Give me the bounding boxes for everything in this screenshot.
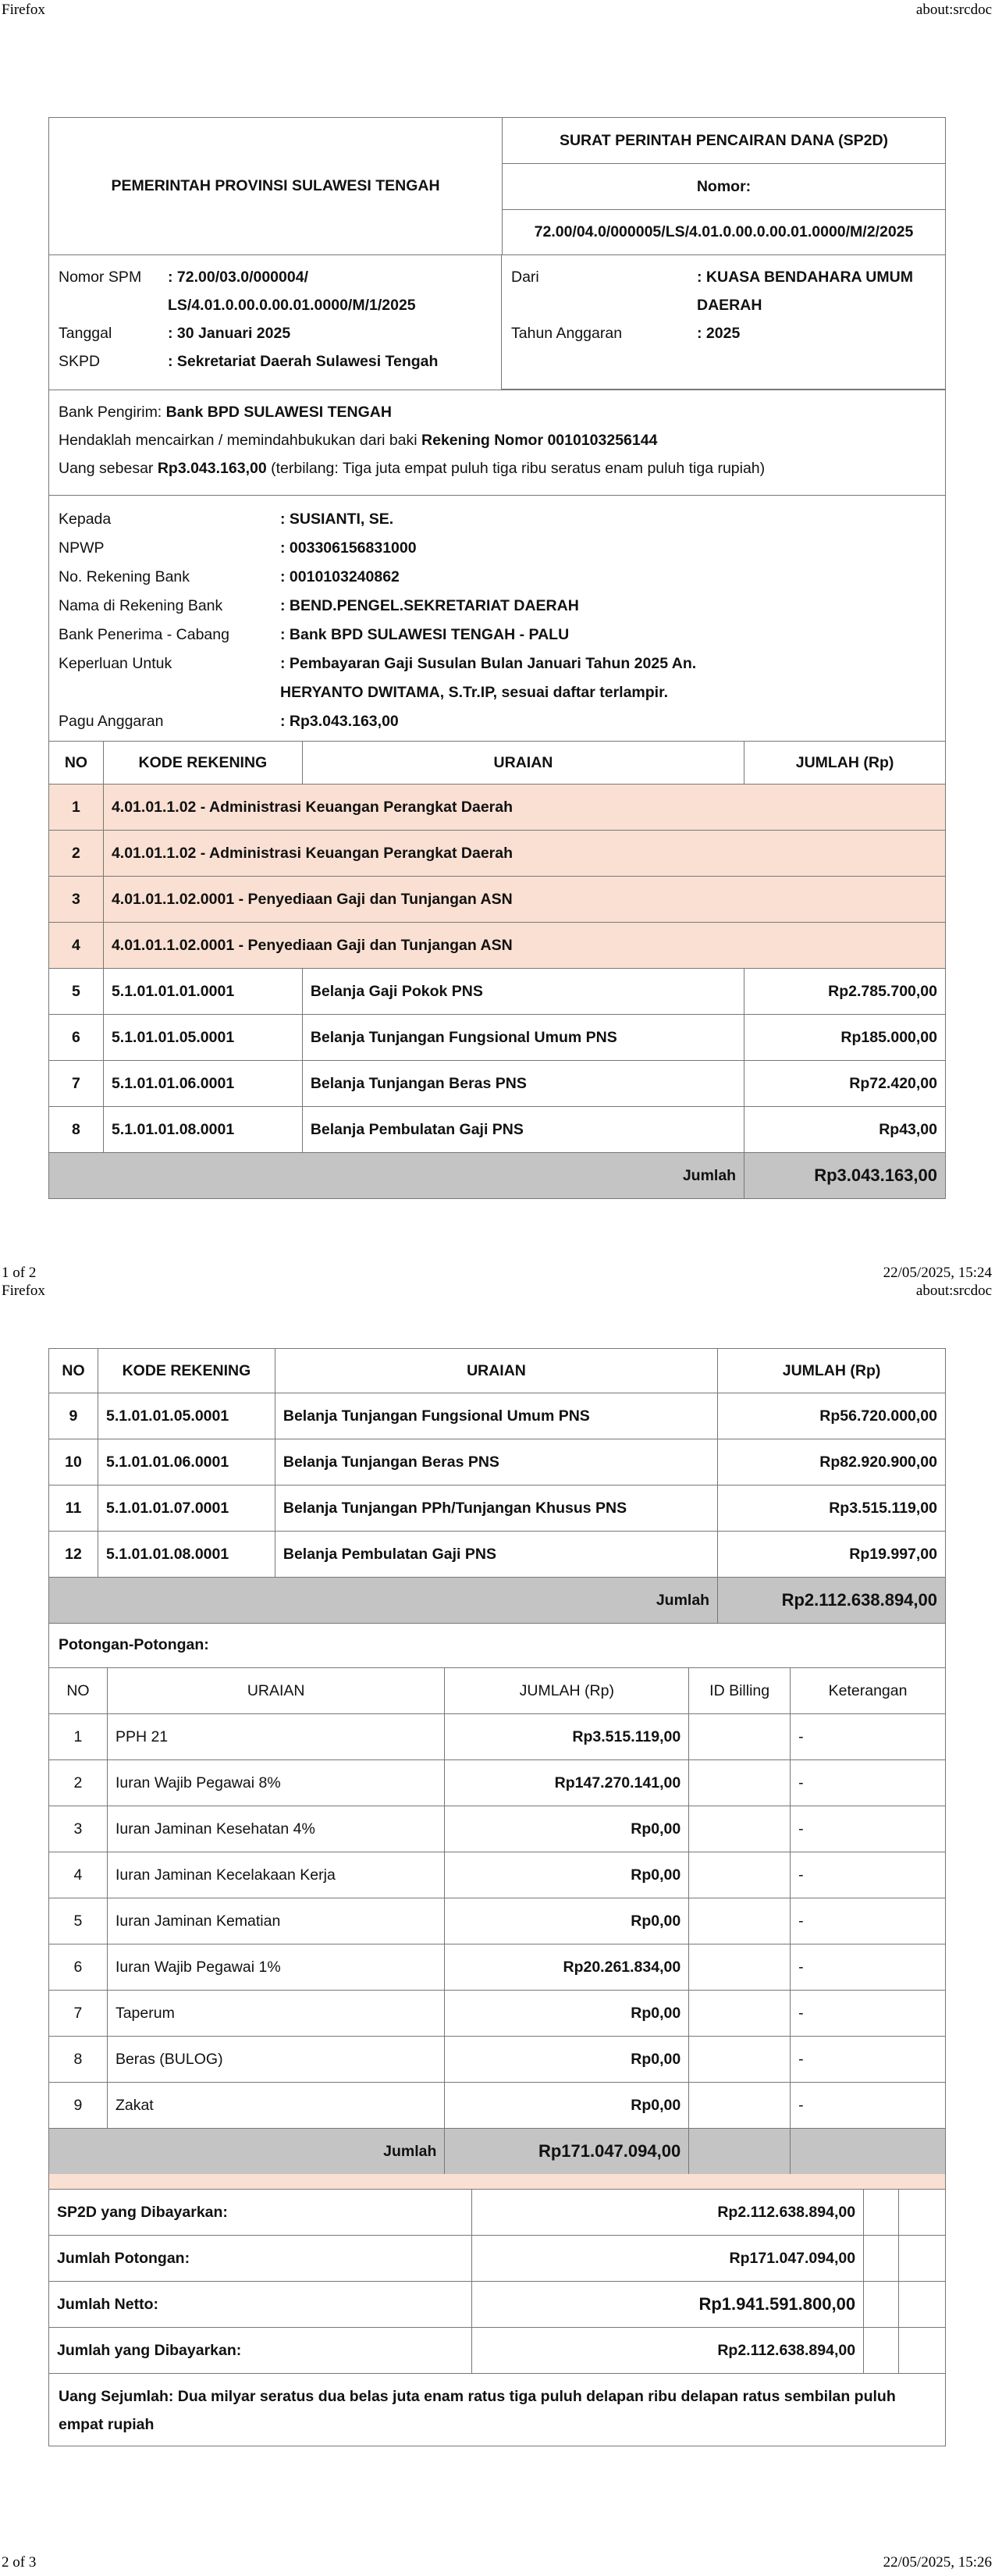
table-row [49,877,946,923]
col-kode: KODE REKENING [103,742,302,785]
row-jumlah: Rp72.420,00 [744,1061,946,1107]
row-no: 1 [49,785,104,831]
print-datetime: 22/05/2025, 15:26 [883,2554,992,2571]
nama-rekening-value: : BEND.PENGEL.SEKRETARIAT DAERAH [280,597,579,614]
table-row [49,1806,946,1852]
npwp-label: NPWP [59,539,105,557]
sp2d-number: 72.00/04.0/000005/LS/4.01.0.00.0.00.01.0000/M/2/2025 [534,223,914,240]
table-row [49,1991,946,2037]
summary-label: Jumlah yang Dibayarkan: [49,2328,472,2374]
row-keterangan: - [791,1806,946,1852]
total-label: Jumlah [49,1578,718,1624]
row-no: 10 [49,1439,98,1485]
keperluan-label: Keperluan Untuk [59,655,172,672]
col-jumlah: JUMLAH (Rp) [718,1349,946,1393]
row-jumlah: Rp3.515.119,00 [445,1714,689,1760]
row-program: 4.01.01.1.02 - Administrasi Keuangan Perangkat Daerah [103,785,945,831]
table-row [49,1898,946,1944]
row-no: 5 [49,1898,108,1944]
table-header-row [49,742,946,785]
total-row [49,2129,946,2175]
row-uraian: Belanja Tunjangan Beras PNS [302,1061,744,1107]
col-no: NO [49,1668,108,1714]
page-number: 2 of 3 [2,2554,37,2571]
skpd-value: : Sekretariat Daerah Sulawesi Tengah [168,353,439,370]
row-uraian: Iuran Jaminan Kematian [107,1898,444,1944]
row-keterangan: - [791,1714,946,1760]
source-account: Rekening Nomor 0010103256144 [421,432,658,449]
row-billing [689,1760,791,1806]
row-no: 6 [49,1015,104,1061]
summary-value: Rp2.112.638.894,00 [472,2190,864,2236]
pagu-value: : Rp3.043.163,00 [280,713,399,730]
row-uraian: Belanja Tunjangan PPh/Tunjangan Khusus PNS [275,1485,717,1532]
row-keterangan: - [791,1760,946,1806]
summary-value: Rp2.112.638.894,00 [472,2328,864,2374]
row-keterangan: - [791,1852,946,1898]
row-jumlah: Rp20.261.834,00 [445,1944,689,1991]
row-uraian: Belanja Tunjangan Fungsional Umum PNS [302,1015,744,1061]
row-billing [689,2083,791,2129]
dari-value-cont: DAERAH [697,297,762,314]
summary-table [48,2189,946,2374]
total-keterangan [791,2129,946,2175]
rekening-table-2 [48,1348,946,1624]
skpd-label: SKPD [59,353,101,370]
document-title: SURAT PERINTAH PENCAIRAN DANA (SP2D) [503,118,945,164]
total-row [49,1153,946,1199]
row-no: 4 [49,1852,108,1898]
row-no: 12 [49,1532,98,1578]
row-program: 4.01.01.1.02 - Administrasi Keuangan Perangkat Daerah [103,831,945,877]
bank-pengirim-label: Bank Pengirim: [59,404,166,421]
table-row [49,2037,946,2083]
row-uraian: Taperum [107,1991,444,2037]
row-kode: 5.1.01.01.05.0001 [103,1015,302,1061]
row-jumlah: Rp0,00 [445,1852,689,1898]
spm-number: : 72.00/03.0/000004/ [168,269,308,286]
nomor-label: Nomor: [503,164,945,210]
row-billing [689,1852,791,1898]
kepada-value: : SUSIANTI, SE. [280,511,394,528]
npwp-value: : 003306156831000 [280,539,417,557]
row-uraian: Beras (BULOG) [107,2037,444,2083]
total-label: Jumlah [49,1153,744,1199]
government-name: PEMERINTAH PROVINSI SULAWESI TENGAH [49,118,503,254]
col-id-billing: ID Billing [689,1668,791,1714]
col-kode: KODE REKENING [98,1349,275,1393]
row-jumlah: Rp0,00 [445,1991,689,2037]
summary-label: Jumlah Netto: [49,2282,472,2328]
table-row [49,1015,946,1061]
page-number: 1 of 2 [2,1265,37,1281]
table-row [49,1485,946,1532]
bank-pengirim-value: Bank BPD SULAWESI TENGAH [165,404,392,421]
row-billing [689,2037,791,2083]
row-program: 4.01.01.1.02.0001 - Penyediaan Gaji dan Tunjangan ASN [103,877,945,923]
col-jumlah: JUMLAH (Rp) [744,742,946,785]
summary-row [49,2190,946,2236]
row-no: 2 [49,831,104,877]
keperluan-value: : Pembayaran Gaji Susulan Bulan Januari Tahun 2025 An. [280,655,697,672]
row-jumlah: Rp0,00 [445,1898,689,1944]
row-uraian: Belanja Pembulatan Gaji PNS [302,1107,744,1153]
row-no: 11 [49,1485,98,1532]
row-jumlah: Rp0,00 [445,2037,689,2083]
recipient-info [49,496,945,742]
row-no: 9 [49,1393,98,1439]
table-header-row [49,1668,946,1714]
summary-label: Jumlah Potongan: [49,2236,472,2282]
table-row [49,923,946,969]
row-uraian: Iuran Wajib Pegawai 1% [107,1944,444,1991]
col-jumlah: JUMLAH (Rp) [445,1668,689,1714]
rekening-table-1 [48,741,946,1199]
row-billing [689,1714,791,1760]
total-value: Rp3.043.163,00 [744,1153,946,1199]
row-jumlah: Rp3.515.119,00 [718,1485,946,1532]
bank-info [49,390,945,496]
row-billing [689,1991,791,2037]
row-uraian: Belanja Tunjangan Beras PNS [275,1439,717,1485]
row-program: 4.01.01.1.02.0001 - Penyediaan Gaji dan Tunjangan ASN [103,923,945,969]
tahun-value: : 2025 [697,325,741,342]
document-header [49,118,945,255]
row-uraian: Belanja Pembulatan Gaji PNS [275,1532,717,1578]
row-keterangan: - [791,2083,946,2129]
row-kode: 5.1.01.01.01.0001 [103,969,302,1015]
tanggal-value: : 30 Januari 2025 [168,325,291,342]
row-jumlah: Rp185.000,00 [744,1015,946,1061]
browser-app-label: Firefox [2,1283,45,1299]
amount-prefix: Uang sebesar [59,460,158,477]
table-row [49,1061,946,1107]
tahun-label: Tahun Anggaran [511,325,623,342]
summary-row [49,2328,946,2374]
row-kode: 5.1.01.01.07.0001 [98,1485,275,1532]
amount-value: Rp3.043.163,00 [157,460,267,477]
kepada-label: Kepada [59,511,112,528]
summary-row [49,2282,946,2328]
row-no: 6 [49,1944,108,1991]
potongan-table [48,1667,946,2175]
col-no: NO [49,1349,98,1393]
row-uraian: Iuran Jaminan Kecelakaan Kerja [107,1852,444,1898]
table-header-row [49,1349,946,1393]
summary-row [49,2236,946,2282]
row-jumlah: Rp0,00 [445,2083,689,2129]
table-row [49,785,946,831]
total-label: Jumlah [49,2129,445,2175]
rekening-label: No. Rekening Bank [59,568,190,585]
rekening-value: : 0010103240862 [280,568,400,585]
row-kode: 5.1.01.01.06.0001 [98,1439,275,1485]
row-billing [689,1806,791,1852]
row-uraian: Iuran Jaminan Kesehatan 4% [107,1806,444,1852]
row-billing [689,1944,791,1991]
row-uraian: Zakat [107,2083,444,2129]
dari-label: Dari [511,269,539,286]
row-jumlah: Rp82.920.900,00 [718,1439,946,1485]
table-row [49,1760,946,1806]
bank-penerima-value: : Bank BPD SULAWESI TENGAH - PALU [280,626,570,643]
row-keterangan: - [791,1944,946,1991]
row-keterangan: - [791,1898,946,1944]
table-row [49,1107,946,1153]
terbilang-text: Uang Sejumlah: Dua milyar seratus dua belas juta enam ratus tiga puluh delapan ribu delapan ratus sembilan puluh empat rupiah [59,2388,896,2433]
row-jumlah: Rp0,00 [445,1806,689,1852]
keperluan-value-cont: HERYANTO DWITAMA, S.Tr.IP, sesuai daftar terlampir. [280,684,669,701]
row-uraian: Iuran Wajib Pegawai 8% [107,1760,444,1806]
col-uraian: URAIAN [275,1349,717,1393]
row-no: 8 [49,1107,104,1153]
row-no: 9 [49,2083,108,2129]
row-keterangan: - [791,1991,946,2037]
tanggal-label: Tanggal [59,325,112,342]
spm-label: Nomor SPM [59,269,142,286]
table-row [49,831,946,877]
browser-url-label: about:srcdoc [915,2,992,18]
sp2d-document-page1 [48,117,946,1199]
table-row [49,1393,946,1439]
print-datetime: 22/05/2025, 15:24 [883,1265,992,1281]
dari-value: : KUASA BENDAHARA UMUM [697,269,913,286]
row-jumlah: Rp147.270.141,00 [445,1760,689,1806]
table-row [49,2083,946,2129]
highlight-divider [49,2174,945,2190]
total-billing [689,2129,791,2175]
total-value: Rp171.047.094,00 [445,2129,689,2175]
pagu-label: Pagu Anggaran [59,713,164,730]
col-uraian: URAIAN [107,1668,444,1714]
row-no: 8 [49,2037,108,2083]
spm-info [49,255,945,390]
summary-label: SP2D yang Dibayarkan: [49,2190,472,2236]
row-no: 1 [49,1714,108,1760]
row-jumlah: Rp43,00 [744,1107,946,1153]
row-kode: 5.1.01.01.05.0001 [98,1393,275,1439]
row-kode: 5.1.01.01.06.0001 [103,1061,302,1107]
row-no: 3 [49,1806,108,1852]
row-uraian: Belanja Gaji Pokok PNS [302,969,744,1015]
row-uraian: PPH 21 [107,1714,444,1760]
bank-penerima-label: Bank Penerima - Cabang [59,626,229,643]
instruction-text: Hendaklah mencairkan / memindahbukukan dari baki [59,432,422,449]
row-no: 7 [49,1991,108,2037]
row-kode: 5.1.01.01.08.0001 [98,1532,275,1578]
sp2d-document-page2 [48,1348,946,2446]
row-no: 7 [49,1061,104,1107]
browser-app-label: Firefox [2,2,45,18]
amount-terbilang: (terbilang: Tiga juta empat puluh tiga ribu seratus enam puluh tiga rupiah) [266,460,766,477]
row-jumlah: Rp19.997,00 [718,1532,946,1578]
row-billing [689,1898,791,1944]
row-no: 4 [49,923,104,969]
row-no: 5 [49,969,104,1015]
col-keterangan: Keterangan [791,1668,946,1714]
row-uraian: Belanja Tunjangan Fungsional Umum PNS [275,1393,717,1439]
table-row [49,1944,946,1991]
total-value: Rp2.112.638.894,00 [718,1578,946,1624]
row-no: 3 [49,877,104,923]
summary-value: Rp171.047.094,00 [472,2236,864,2282]
table-row [49,1852,946,1898]
row-jumlah: Rp56.720.000,00 [718,1393,946,1439]
table-row [49,1714,946,1760]
row-no: 2 [49,1760,108,1806]
row-kode: 5.1.01.01.08.0001 [103,1107,302,1153]
spm-number-cont: LS/4.01.0.00.0.00.01.0000/M/1/2025 [168,297,416,314]
row-jumlah: Rp2.785.700,00 [744,969,946,1015]
row-keterangan: - [791,2037,946,2083]
potongan-title: Potongan-Potongan: [49,1623,945,1668]
table-row [49,969,946,1015]
summary-value: Rp1.941.591.800,00 [472,2282,864,2328]
col-uraian: URAIAN [302,742,744,785]
table-row [49,1439,946,1485]
browser-url-label: about:srcdoc [915,1283,992,1299]
nama-rekening-label: Nama di Rekening Bank [59,597,223,614]
col-no: NO [49,742,104,785]
table-row [49,1532,946,1578]
total-row [49,1578,946,1624]
